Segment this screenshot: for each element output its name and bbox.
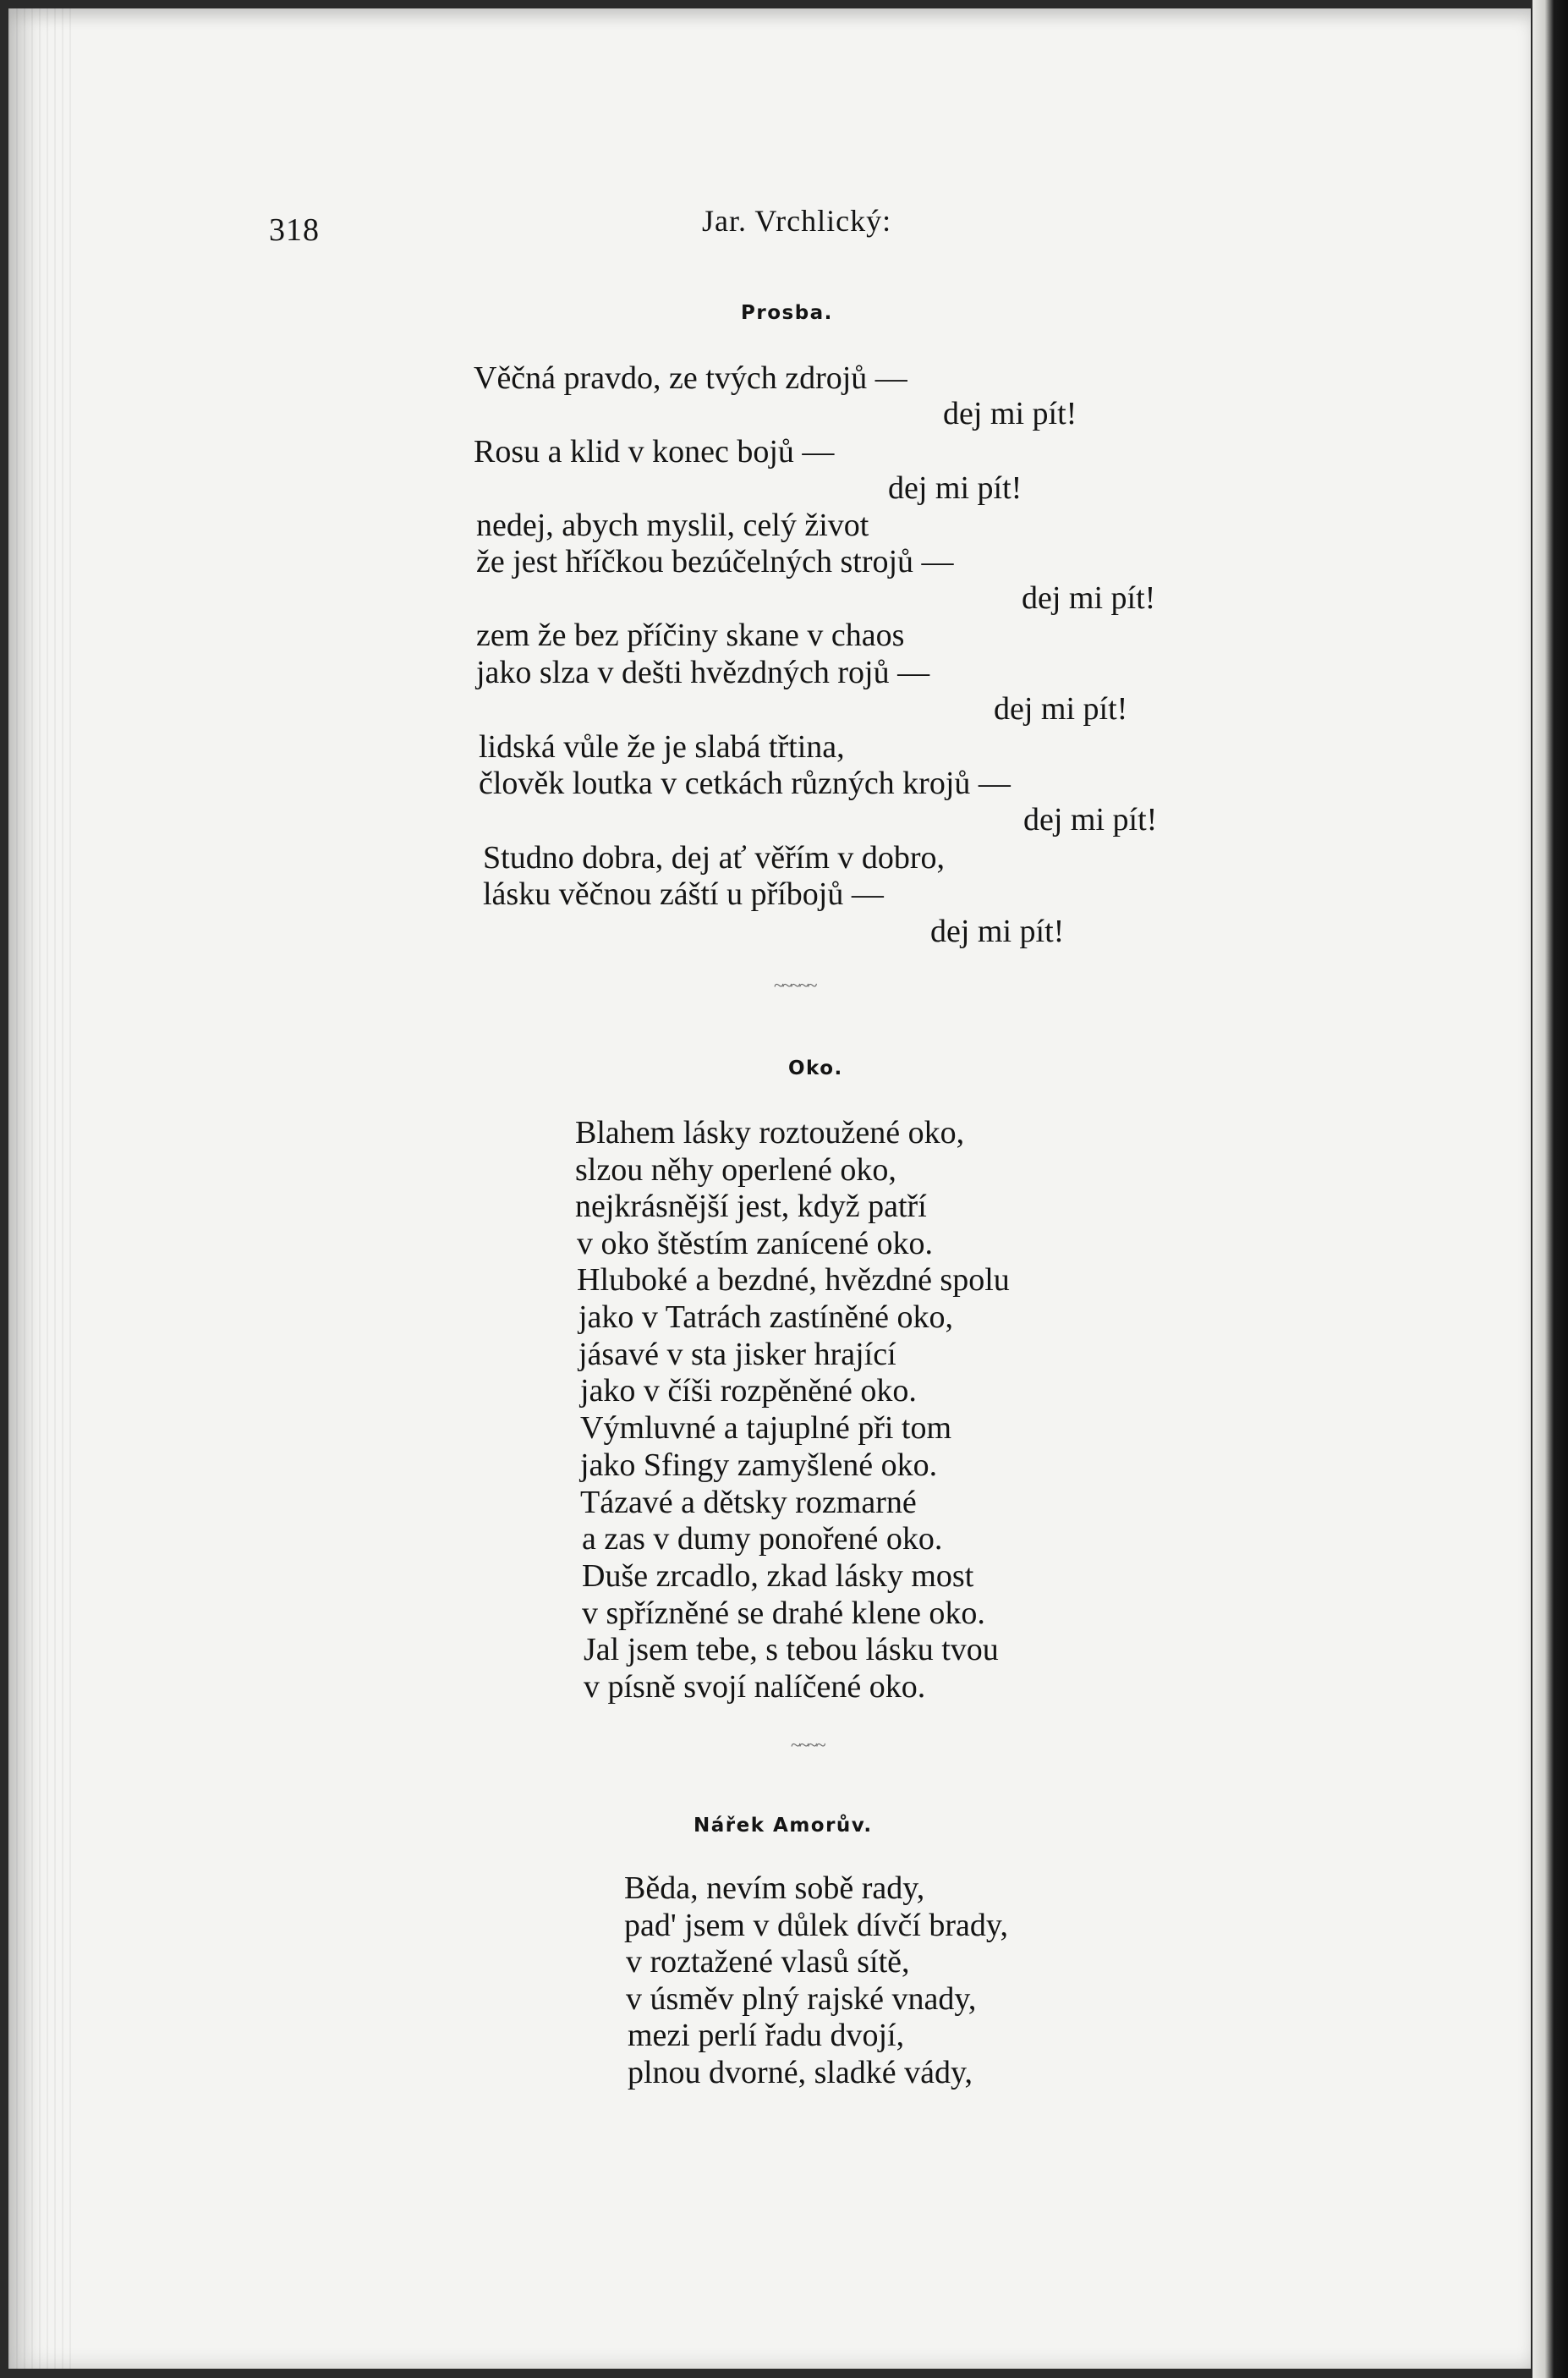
poem-line: a zas v dumy ponořené oko. xyxy=(582,1521,943,1557)
poem-line: jako v Tatrách zastíněné oko, xyxy=(578,1299,953,1335)
poem-title-narek-amoruv: Nářek Amorův. xyxy=(694,1815,873,1837)
page-gutter-shadow xyxy=(8,8,76,2369)
poem-line: dej mi pít! xyxy=(1022,580,1156,616)
poem-line: člověk loutka v cetkách různých krojů — xyxy=(479,766,1011,801)
poem-line: zem že bez příčiny skane v chaos xyxy=(476,618,905,653)
poem-line: jako slza v dešti hvězdných rojů — xyxy=(476,655,930,690)
poem-line: Studno dobra, dej ať věřím v dobro, xyxy=(483,840,946,876)
running-head: Jar. Vrchlický: xyxy=(702,204,892,238)
poem-line: dej mi pít! xyxy=(943,396,1077,431)
poem-line: v oko štěstím zanícené oko. xyxy=(577,1226,934,1261)
poem-line: lásku věčnou záští u příbojů — xyxy=(483,876,884,912)
poem-line: Duše zrcadlo, zkad lásky most xyxy=(582,1558,974,1594)
poem-line: Běda, nevím sobě rady, xyxy=(624,1870,925,1906)
poem-line: plnou dvorné, sladké vády, xyxy=(628,2055,973,2090)
poem-line: Věčná pravdo, ze tvých zdrojů — xyxy=(474,360,907,396)
poem-title-prosba: Prosba. xyxy=(741,302,833,324)
poem-title-oko: Oko. xyxy=(788,1057,843,1079)
poem-line: v spřízněné se drahé klene oko. xyxy=(582,1595,985,1631)
poem-line: jako v číši rozpěněné oko. xyxy=(580,1373,917,1409)
section-ornament: ~~~~~ xyxy=(774,975,816,996)
poem-line: Jal jsem tebe, s tebou lásku tvou xyxy=(584,1632,999,1667)
poem-line: že jest hříčkou bezúčelných strojů — xyxy=(476,544,954,579)
poem-line: v úsměv plný rajské vnady, xyxy=(626,1981,977,2017)
poem-line: v písně svojí nalíčené oko. xyxy=(584,1669,926,1705)
poem-line: slzou něhy operlené oko, xyxy=(575,1152,896,1188)
poem-line: Tázavé a dětsky rozmarné xyxy=(580,1485,917,1520)
poem-line: dej mi pít! xyxy=(930,914,1065,949)
poem-line: dej mi pít! xyxy=(888,470,1022,506)
poem-line: lidská vůle že je slabá třtina, xyxy=(479,729,845,765)
poem-line: v roztažené vlasů sítě, xyxy=(626,1944,910,1980)
page-number: 318 xyxy=(269,212,320,248)
section-ornament: ~~~~ xyxy=(791,1734,825,1755)
poem-line: pad' jsem v důlek dívčí brady, xyxy=(624,1908,1008,1943)
poem-line: Výmluvné a tajuplné při tom xyxy=(580,1410,952,1446)
poem-line: Hluboké a bezdné, hvězdné spolu xyxy=(577,1262,1010,1298)
poem-line: Blahem lásky roztoužené oko, xyxy=(575,1115,965,1151)
poem-line: jásavé v sta jisker hrající xyxy=(578,1337,896,1372)
poem-line: dej mi pít! xyxy=(994,691,1128,727)
poem-line: dej mi pít! xyxy=(1023,802,1158,838)
poem-line: Rosu a klid v konec bojů — xyxy=(474,434,835,470)
poem-line: nejkrásnější jest, když patří xyxy=(575,1189,927,1224)
book-edge xyxy=(1532,0,1568,2378)
poem-line: mezi perlí řadu dvojí, xyxy=(628,2018,905,2053)
poem-line: jako Sfingy zamyšlené oko. xyxy=(580,1447,938,1483)
poem-line: nedej, abych myslil, celý život xyxy=(476,508,869,543)
